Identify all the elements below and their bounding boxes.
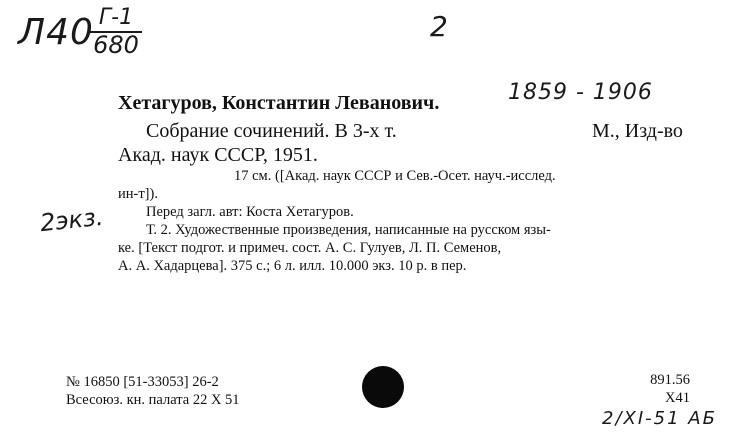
note-line-1: Перед загл. авт: Коста Хетагуров. bbox=[146, 204, 354, 220]
punch-hole bbox=[362, 366, 404, 408]
shelf-fraction-bottom: 680 bbox=[93, 31, 139, 59]
cutter-number: Х41 bbox=[665, 390, 690, 406]
note-line-2: Т. 2. Художественные произведения, написанные на русском язы- bbox=[146, 222, 551, 238]
book-chamber: Всесоюз. кн. палата 22 X 51 bbox=[66, 392, 240, 408]
note-line-4: А. А. Хадарцева]. 375 с.; 6 л. илл. 10.000 экз. 10 р. в пер. bbox=[118, 258, 467, 274]
shelf-fraction-top: Г-1 bbox=[90, 6, 142, 33]
life-years: 1859 - 1906 bbox=[508, 80, 653, 105]
note-line-3: ке. [Текст подгот. и примеч. сост. А. С. Гулуев, Л. П. Семенов, bbox=[118, 240, 502, 256]
series-line-2: ин-т]). bbox=[118, 186, 158, 202]
title-line-1: Собрание сочинений. В 3-х т. bbox=[146, 120, 397, 142]
shelf-fraction bbox=[90, 6, 142, 57]
series-line-1: 17 см. ([Акад. наук СССР и Сев.-Осет. науч.-исслед. bbox=[234, 168, 556, 184]
record-number: № 16850 [51-33053] 26-2 bbox=[66, 374, 219, 390]
imprint-publisher: М., Изд-во bbox=[592, 120, 683, 142]
shelfmark: Л40 bbox=[18, 12, 94, 53]
handwritten-date: 2/XI-51 АБ bbox=[602, 408, 717, 429]
margin-note: 2экз. bbox=[38, 202, 105, 238]
page-mark: 2 bbox=[430, 10, 448, 43]
author-heading: Хетагуров, Константин Леванович. bbox=[118, 92, 440, 114]
title-line-2: Акад. наук СССР, 1951. bbox=[118, 144, 318, 166]
class-number: 891.56 bbox=[650, 372, 690, 388]
